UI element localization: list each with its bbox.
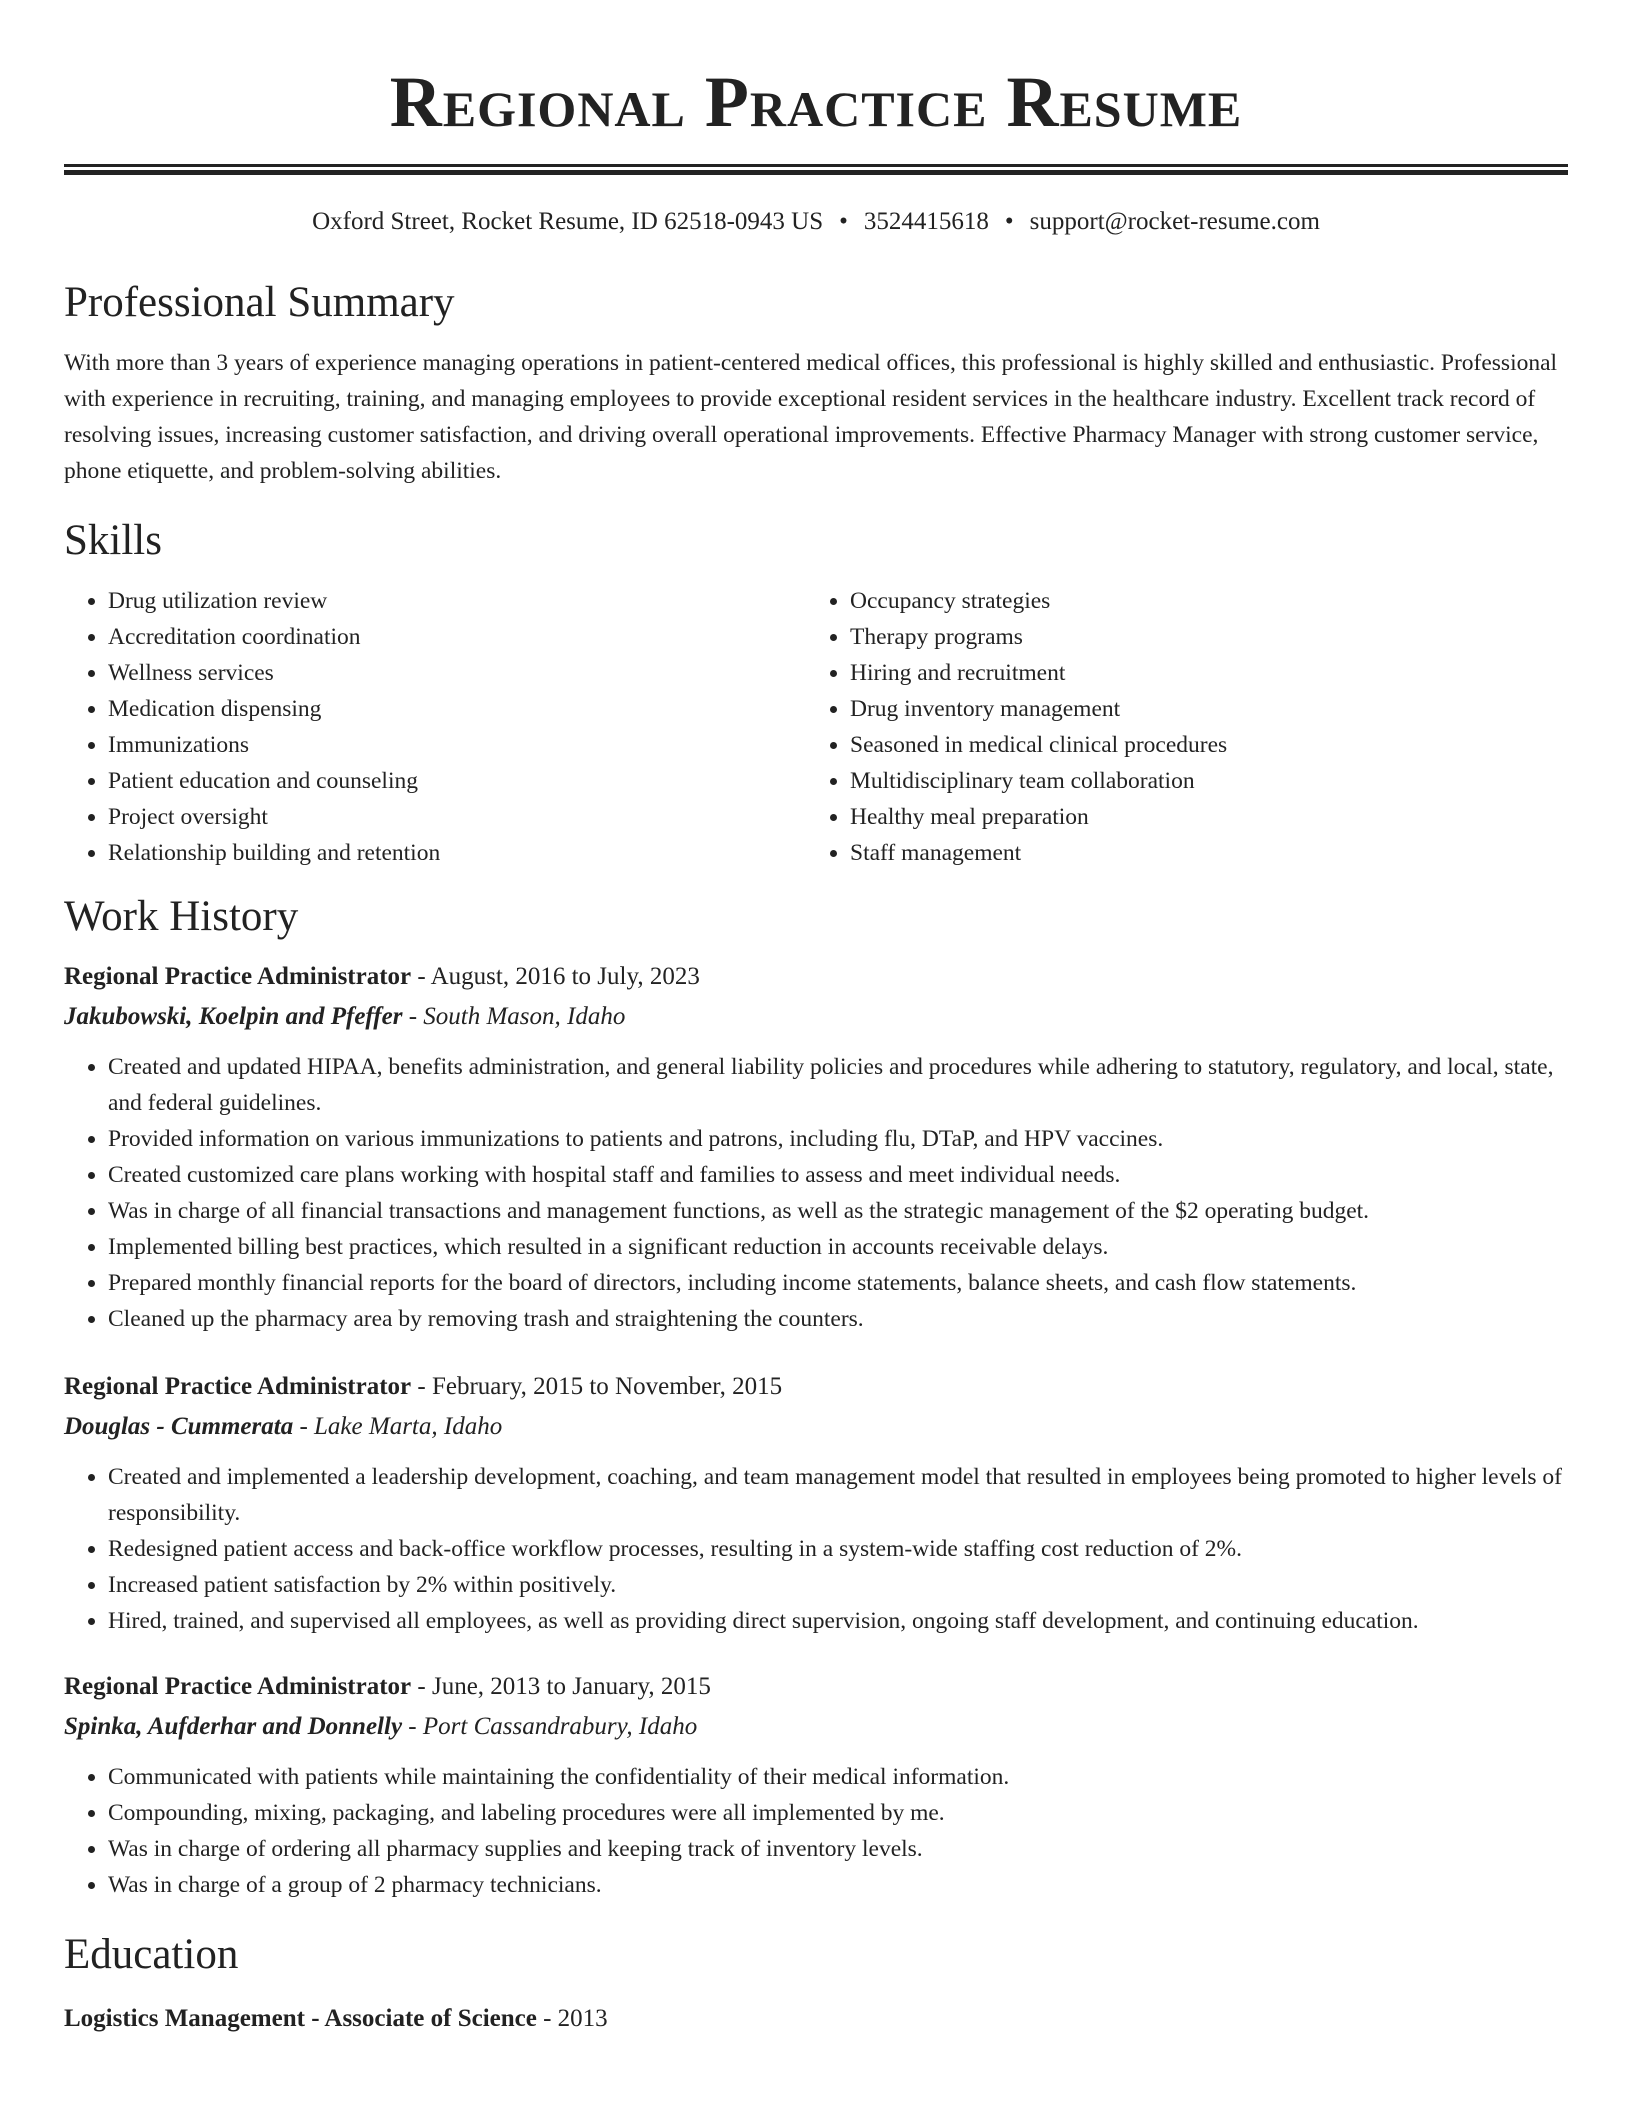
resume-name: Regional Practice Resume <box>389 62 1243 142</box>
skill-item: • Patient education and counseling <box>108 763 806 799</box>
job-location: - Lake Marta, Idaho <box>293 1413 503 1440</box>
job-location: - Port Cassandrabury, Idaho <box>402 1713 698 1740</box>
job-title: Regional Practice Administrator <box>64 1673 412 1700</box>
job-company: Jakubowski, Koelpin and Pfeffer <box>64 1003 403 1030</box>
skills-list-right <box>806 583 1548 871</box>
job-bullet: • Provided information on various immunizations to patients and patrons, including flu, DTaP, and HPV vaccines. <box>108 1121 1568 1157</box>
job-employer-line <box>64 1707 1568 1747</box>
job-bullet: • Hired, trained, and supervised all employees, as well as providing direct supervision, ongoing staff development, and continuing education. <box>108 1603 1568 1639</box>
section-title-summary: Professional Summary <box>64 279 455 326</box>
contact-separator: • <box>1004 208 1014 235</box>
section-title-skills: Skills <box>64 517 162 564</box>
job-bullet: • Redesigned patient access and back-office workflow processes, resulting in a system-wide staffing cost reduction of 2%. <box>108 1531 1568 1567</box>
skill-item: • Therapy programs <box>850 619 1548 655</box>
skill-item: • Seasoned in medical clinical procedures <box>850 727 1548 763</box>
job-employer-line <box>64 1407 1568 1447</box>
skill-item: • Relationship building and retention <box>108 835 806 871</box>
education-entry <box>64 1999 1568 2039</box>
job-title: Regional Practice Administrator <box>64 1373 412 1400</box>
section-title-education: Education <box>64 1931 239 1978</box>
skill-item: • Immunizations <box>108 727 806 763</box>
job-bullet: • Compounding, mixing, packaging, and labeling procedures were all implemented by me. <box>108 1795 1568 1831</box>
job-heading <box>64 1667 1568 1707</box>
skill-item: • Medication dispensing <box>108 691 806 727</box>
skills-list-left <box>64 583 806 871</box>
education-degree: Logistics Management - Associate of Science <box>64 2005 537 2032</box>
job-bullet: • Created and updated HIPAA, benefits administration, and general liability policies and procedures while adhering to statutory, regulatory, and local, state, and federal guidelines. <box>108 1049 1568 1121</box>
skill-item: • Multidisciplinary team collaboration <box>850 763 1548 799</box>
skill-item: • Occupancy strategies <box>850 583 1548 619</box>
job-dates: - February, 2015 to November, 2015 <box>411 1373 783 1400</box>
skill-item: • Hiring and recruitment <box>850 655 1548 691</box>
job-company: Douglas - Cummerata <box>64 1413 294 1440</box>
job-heading <box>64 957 1568 997</box>
contact-address: Oxford Street, Rocket Resume, ID 62518-0943 US <box>312 208 824 235</box>
skill-item: • Project oversight <box>108 799 806 835</box>
job-bullet: • Implemented billing best practices, which resulted in a significant reduction in accounts receivable delays. <box>108 1229 1568 1265</box>
job-bullet: • Created and implemented a leadership development, coaching, and team management model that resulted in employees being promoted to higher levels of responsibility. <box>108 1459 1568 1531</box>
skill-item: • Staff management <box>850 835 1548 871</box>
job-dates: - June, 2013 to January, 2015 <box>411 1673 711 1700</box>
skill-item: • Wellness services <box>108 655 806 691</box>
skills-columns <box>64 583 1568 871</box>
job-bullets <box>64 1049 1568 1337</box>
job-bullet: • Was in charge of ordering all pharmacy supplies and keeping track of inventory levels. <box>108 1831 1568 1867</box>
job-bullet: • Communicated with patients while maintaining the confidentiality of their medical information. <box>108 1759 1568 1795</box>
job-employer-line <box>64 997 1568 1037</box>
job-entry <box>64 1667 1568 1903</box>
skill-item: • Drug inventory management <box>850 691 1548 727</box>
job-bullet: • Increased patient satisfaction by 2% within positively. <box>108 1567 1568 1603</box>
job-bullet: • Created customized care plans working with hospital staff and families to assess and meet individual needs. <box>108 1157 1568 1193</box>
job-bullets <box>64 1459 1568 1639</box>
contact-phone: 3524415618 <box>863 208 989 235</box>
contact-email: support@rocket-resume.com <box>1029 208 1320 235</box>
job-company: Spinka, Aufderhar and Donnelly <box>64 1713 403 1740</box>
summary-text: With more than 3 years of experience managing operations in patient-centered medical offices, this professional is highly skilled and enthusiastic. Professional with experience in recruiting, training, and managing employees to provide exceptional resident services in the healthcare industry. Excellent track record of resolving issues, increasing customer satisfaction, and driving overall operational improvements. Effective Pharmacy Manager with strong customer service, phone etiquette, and problem-solving abilities. <box>64 350 1558 484</box>
job-entry <box>64 1367 1568 1639</box>
section-title-work-history: Work History <box>64 893 299 940</box>
job-bullet: • Prepared monthly financial reports for the board of directors, including income statements, balance sheets, and cash flow statements. <box>108 1265 1568 1301</box>
job-location: - South Mason, Idaho <box>402 1003 626 1030</box>
job-heading <box>64 1367 1568 1407</box>
skill-item: • Drug utilization review <box>108 583 806 619</box>
education-year: - 2013 <box>536 2005 608 2032</box>
job-entry <box>64 957 1568 1337</box>
job-dates: - August, 2016 to July, 2023 <box>411 963 700 990</box>
contact-separator: • <box>839 208 848 235</box>
skill-item: • Accreditation coordination <box>108 619 806 655</box>
header-double-rule <box>64 164 1568 175</box>
job-bullet: • Was in charge of a group of 2 pharmacy technicians. <box>108 1867 1568 1903</box>
job-bullet: • Was in charge of all financial transactions and management functions, as well as the strategic management of the $2 operating budget. <box>108 1193 1568 1229</box>
job-bullet: • Cleaned up the pharmacy area by removing trash and straightening the counters. <box>108 1301 1568 1337</box>
skill-item: • Healthy meal preparation <box>850 799 1548 835</box>
job-title: Regional Practice Administrator <box>64 963 412 990</box>
contact-line <box>64 207 1568 237</box>
job-bullets <box>64 1759 1568 1903</box>
